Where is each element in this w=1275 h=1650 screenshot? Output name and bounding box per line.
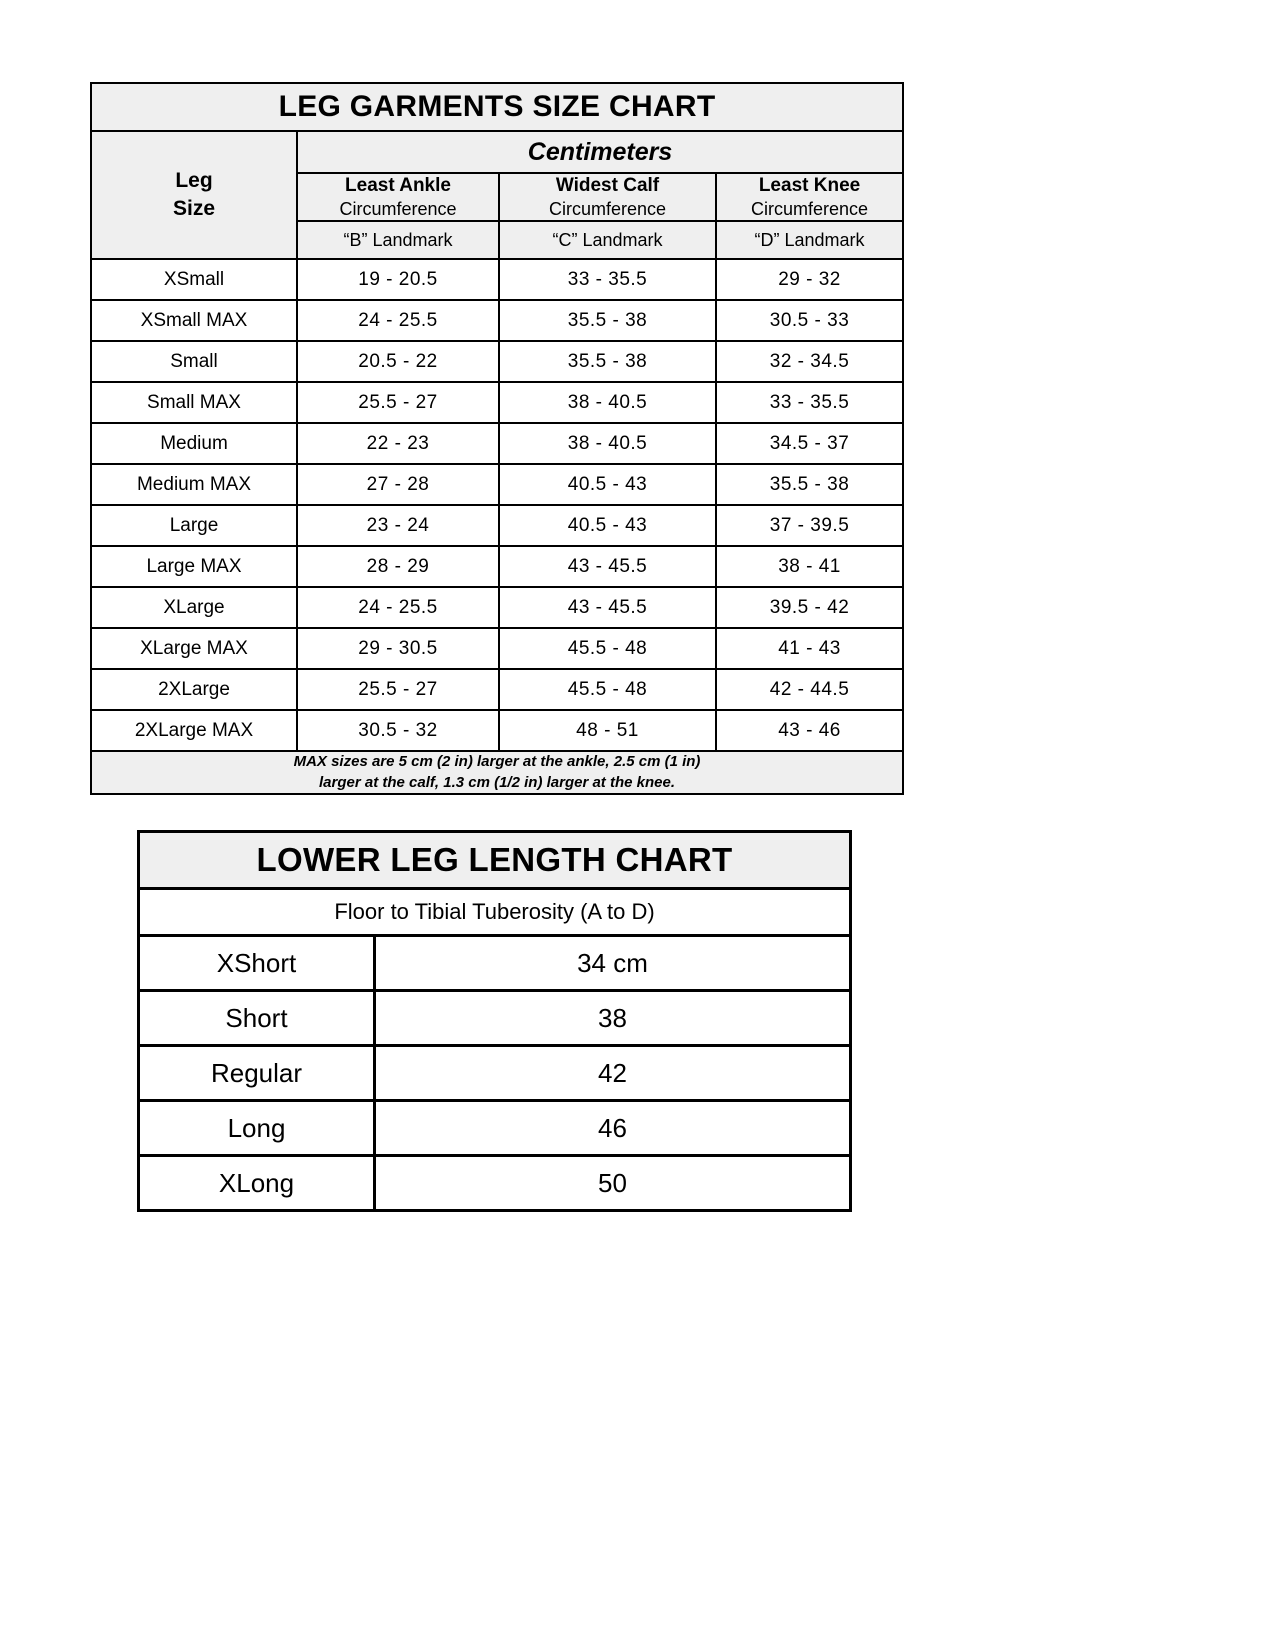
table-row [91,259,903,300]
list-item [139,1101,851,1156]
row-size-label: 2XLarge [91,669,297,710]
column-header-ankle [297,173,499,221]
row-calf-value: 43 - 45.5 [499,546,716,587]
row-knee-value: 32 - 34.5 [716,341,903,382]
length-value: 34 cm [375,936,851,991]
row-knee-value: 35.5 - 38 [716,464,903,505]
row-calf-value: 45.5 - 48 [499,669,716,710]
list-item [139,1156,851,1211]
column-header-ankle-line2: Circumference [339,198,457,219]
table-row [91,423,903,464]
table-row [91,382,903,423]
lower-leg-length-chart [137,830,849,1212]
length-chart-subtitle: Floor to Tibial Tuberosity (A to D) [139,889,851,936]
table-row [91,587,903,628]
row-size-label: Large MAX [91,546,297,587]
landmark-b: “B” Landmark [297,221,499,259]
length-chart-subtitle-row [139,889,851,936]
table-row [91,546,903,587]
row-calf-value: 40.5 - 43 [499,505,716,546]
landmark-d: “D” Landmark [716,221,903,259]
table-row [91,628,903,669]
table-row [91,300,903,341]
row-knee-value: 29 - 32 [716,259,903,300]
table-row [91,710,903,751]
size-chart-footnote-row [91,751,903,794]
length-label: Short [139,991,375,1046]
size-chart-table [90,82,904,795]
row-ankle-value: 23 - 24 [297,505,499,546]
table-row [91,464,903,505]
row-ankle-value: 30.5 - 32 [297,710,499,751]
column-header-ankle-line1: Least Ankle [345,175,451,196]
list-item [139,1046,851,1101]
length-chart-title: LOWER LEG LENGTH CHART [139,832,851,889]
row-size-label: Medium [91,423,297,464]
row-calf-value: 33 - 35.5 [499,259,716,300]
row-size-label: 2XLarge MAX [91,710,297,751]
row-knee-value: 39.5 - 42 [716,587,903,628]
row-ankle-value: 28 - 29 [297,546,499,587]
row-knee-value: 38 - 41 [716,546,903,587]
row-knee-value: 33 - 35.5 [716,382,903,423]
row-calf-value: 43 - 45.5 [499,587,716,628]
row-size-label: XSmall [91,259,297,300]
length-value: 42 [375,1046,851,1101]
list-item [139,991,851,1046]
length-chart-title-row [139,832,851,889]
length-label: XLong [139,1156,375,1211]
column-header-calf [499,173,716,221]
leg-size-header-line1: Leg [175,168,213,192]
table-row [91,341,903,382]
size-chart-footnote [91,751,903,794]
row-ankle-value: 19 - 20.5 [297,259,499,300]
length-value: 46 [375,1101,851,1156]
column-header-knee-line2: Circumference [750,198,869,219]
row-size-label: Small MAX [91,382,297,423]
column-header-knee [716,173,903,221]
row-knee-value: 41 - 43 [716,628,903,669]
row-ankle-value: 25.5 - 27 [297,669,499,710]
length-label: Regular [139,1046,375,1101]
column-header-knee-line1: Least Knee [758,175,861,196]
row-size-label: XLarge MAX [91,628,297,669]
row-size-label: XLarge [91,587,297,628]
leg-size-header-line2: Size [172,197,216,221]
units-header: Centimeters [297,131,903,173]
landmark-c: “C” Landmark [499,221,716,259]
list-item [139,936,851,991]
row-calf-value: 45.5 - 48 [499,628,716,669]
size-chart-title: LEG GARMENTS SIZE CHART [91,83,903,131]
row-ankle-value: 29 - 30.5 [297,628,499,669]
length-chart-table [137,830,852,1212]
row-knee-value: 43 - 46 [716,710,903,751]
row-calf-value: 35.5 - 38 [499,300,716,341]
leg-size-header [91,131,297,259]
table-row [91,669,903,710]
size-chart-title-row [91,83,903,131]
row-size-label: XSmall MAX [91,300,297,341]
column-header-calf-line1: Widest Calf [555,175,660,196]
size-chart-units-row [91,131,903,173]
row-calf-value: 35.5 - 38 [499,341,716,382]
row-knee-value: 30.5 - 33 [716,300,903,341]
row-ankle-value: 22 - 23 [297,423,499,464]
column-header-calf-line2: Circumference [548,198,667,219]
leg-garments-size-chart [90,82,902,795]
length-value: 50 [375,1156,851,1211]
length-label: XShort [139,936,375,991]
length-label: Long [139,1101,375,1156]
row-knee-value: 42 - 44.5 [716,669,903,710]
row-calf-value: 48 - 51 [499,710,716,751]
row-size-label: Small [91,341,297,382]
row-size-label: Large [91,505,297,546]
table-row [91,505,903,546]
row-ankle-value: 25.5 - 27 [297,382,499,423]
row-calf-value: 38 - 40.5 [499,382,716,423]
row-ankle-value: 24 - 25.5 [297,587,499,628]
footnote-line1: MAX sizes are 5 cm (2 in) larger at the ankle, 2.5 cm (1 in) [293,753,701,771]
row-ankle-value: 24 - 25.5 [297,300,499,341]
row-knee-value: 34.5 - 37 [716,423,903,464]
footnote-line2: larger at the calf, 1.3 cm (1/2 in) larger at the knee. [319,773,675,791]
row-calf-value: 38 - 40.5 [499,423,716,464]
row-knee-value: 37 - 39.5 [716,505,903,546]
row-ankle-value: 20.5 - 22 [297,341,499,382]
row-calf-value: 40.5 - 43 [499,464,716,505]
row-size-label: Medium MAX [91,464,297,505]
row-ankle-value: 27 - 28 [297,464,499,505]
length-value: 38 [375,991,851,1046]
